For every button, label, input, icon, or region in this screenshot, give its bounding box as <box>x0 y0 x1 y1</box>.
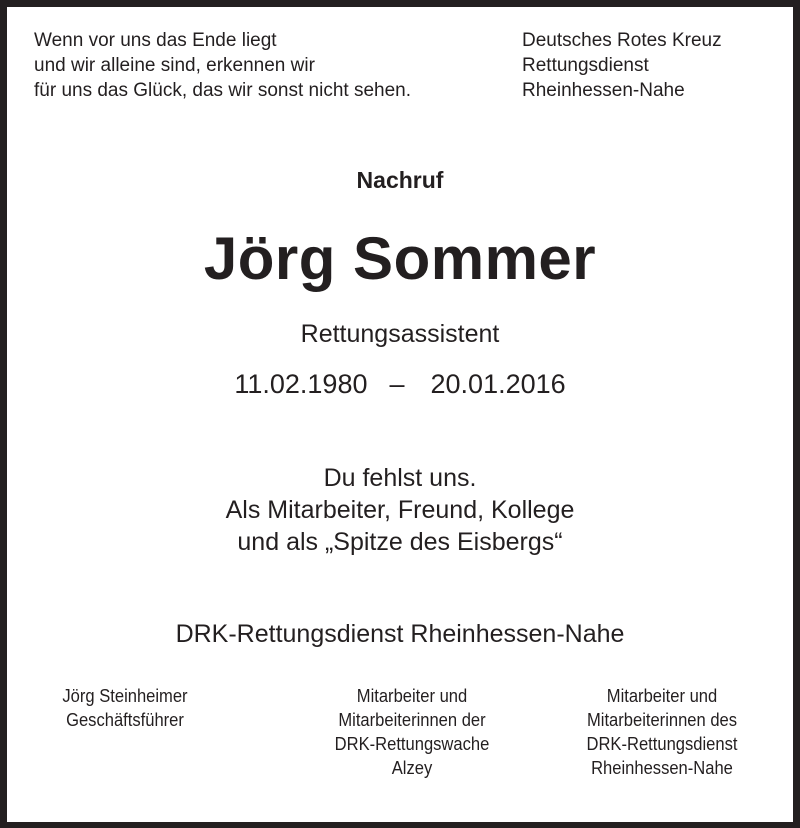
signature-line: Rheinhessen-Nahe <box>591 758 733 778</box>
obituary-heading: Nachruf <box>356 167 444 193</box>
signature-rettungsdienst-staff <box>561 684 763 780</box>
poem-line: und wir alleine sind, erkennen wir <box>34 55 315 76</box>
memorial-message <box>7 462 793 558</box>
signature-line: Mitarbeiter und <box>606 686 718 706</box>
signer-organization: DRK-Rettungsdienst Rheinhessen-Nahe <box>175 620 625 648</box>
organization-line: Deutsches Rotes Kreuz <box>522 30 722 51</box>
death-date: 20.01.2016 <box>430 369 566 399</box>
date-separator: – <box>389 369 405 399</box>
signature-line: Mitarbeiterinnen des <box>586 710 738 730</box>
signature-line: DRK-Rettungsdienst <box>586 734 738 754</box>
signature-managing-director <box>42 684 208 732</box>
poem-line: Wenn vor uns das Ende liegt <box>34 30 277 51</box>
birth-date: 11.02.1980 <box>234 369 368 399</box>
signature-line: Mitarbeiterinnen der <box>338 710 486 730</box>
organization-line: Rheinhessen-Nahe <box>522 80 685 101</box>
poem-quote <box>34 28 411 103</box>
signature-line: Geschäftsführer <box>66 710 184 730</box>
signature-line: Jörg Steinheimer <box>62 686 188 706</box>
organization-line: Rettungsdienst <box>522 55 649 76</box>
message-line: und als „Spitze des Eisbergs“ <box>237 528 563 556</box>
signature-line: DRK-Rettungswache <box>334 734 490 754</box>
poem-line: für uns das Glück, das wir sonst nicht sehen. <box>34 80 412 101</box>
message-line: Du fehlst uns. <box>323 464 477 492</box>
signature-rettungswache-alzey <box>311 684 513 780</box>
signature-line: Mitarbeiter und <box>356 686 468 706</box>
deceased-role: Rettungsassistent <box>300 320 500 348</box>
signature-line: Alzey <box>391 758 433 778</box>
organization-header <box>522 28 722 103</box>
message-line: Als Mitarbeiter, Freund, Kollege <box>225 496 575 524</box>
deceased-name: Jörg Sommer <box>203 225 597 292</box>
life-dates <box>7 367 793 401</box>
